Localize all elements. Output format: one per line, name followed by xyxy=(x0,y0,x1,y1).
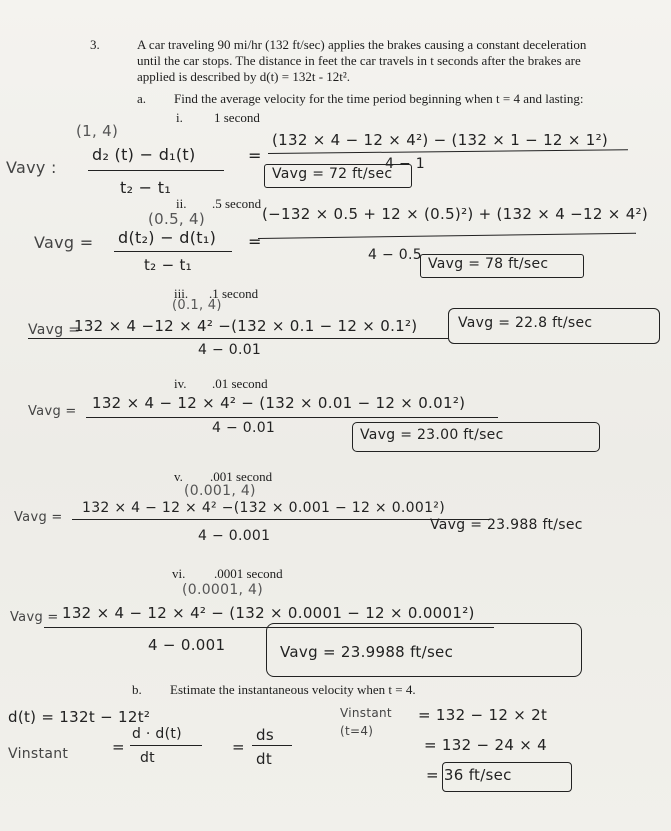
part-a-text: Find the average velocity for the time period beginning when t = 4 and lasting: xyxy=(174,91,584,106)
item-iv-calc-fraction-bar xyxy=(86,417,498,418)
part-b-equals-2: = xyxy=(232,738,245,756)
problem-statement-line-3: applied is described by d(t) = 132t - 12t². xyxy=(137,69,351,84)
item-ii-lhs: Vavg = xyxy=(34,233,94,252)
item-i-point: (1, 4) xyxy=(76,122,119,140)
item-vi-lhs: Vavg = xyxy=(10,610,59,625)
item-iii-calc-numerator: 132 × 4 −12 × 4² −(132 × 0.1 − 12 × 0.1²) xyxy=(74,317,418,335)
part-b-equals-1: = xyxy=(112,738,125,756)
item-ii-calc-fraction-bar xyxy=(258,233,636,239)
problem-statement-line-2: until the car stops. The distance in feet the car travels in t seconds after the brakes are xyxy=(137,53,581,68)
item-vi-result: Vavg = 23.9988 ft/sec xyxy=(280,643,454,661)
item-v-numeral: v. xyxy=(174,469,183,484)
item-v-calc-fraction-bar xyxy=(72,519,490,520)
item-iv-duration: .01 second xyxy=(212,376,268,391)
item-i-formula-numerator: d₂ (t) − d₁(t) xyxy=(92,145,196,164)
part-b-label: b. xyxy=(132,682,142,697)
part-b-derivative-numerator: d · d(t) xyxy=(132,726,182,742)
part-b-derivative-fraction-bar xyxy=(130,745,202,746)
item-i-result: Vavg = 72 ft/sec xyxy=(272,166,393,182)
part-b-derivative-denominator: dt xyxy=(140,750,155,766)
item-i-formula-fraction-bar xyxy=(88,170,224,171)
item-i-formula-denominator: t₂ − t₁ xyxy=(120,178,172,197)
item-ii-point: (0.5, 4) xyxy=(148,210,206,228)
item-i-equals: = xyxy=(248,146,262,165)
item-vi-duration: .0001 second xyxy=(214,566,283,581)
item-vi-calc-denominator: 4 − 0.001 xyxy=(148,636,226,654)
item-iii-calc-denominator: 4 − 0.01 xyxy=(198,342,262,358)
part-b-ds: ds xyxy=(256,726,274,744)
part-b-answer: = 36 ft/sec xyxy=(426,766,512,784)
part-b-ds-dt-fraction-bar xyxy=(252,745,292,746)
item-ii-formula-fraction-bar xyxy=(114,251,232,252)
problem-statement-line-1: A car traveling 90 mi/hr (132 ft/sec) applies the brakes causing a constant deceleration xyxy=(137,37,587,52)
item-iv-result: Vavg = 23.00 ft/sec xyxy=(360,427,504,443)
item-ii-formula-denominator: t₂ − t₁ xyxy=(144,256,192,274)
item-v-calc-denominator: 4 − 0.001 xyxy=(198,528,271,544)
item-iii-point: (0.1, 4) xyxy=(172,298,222,313)
item-v-duration: .001 second xyxy=(210,469,273,484)
item-vi-calc-numerator: 132 × 4 − 12 × 4² − (132 × 0.0001 − 12 × 0.0001²) xyxy=(62,604,475,622)
item-i-duration: 1 second xyxy=(214,110,260,125)
part-b-step-2: = 132 − 24 × 4 xyxy=(424,736,548,754)
problem-number: 3. xyxy=(90,37,100,52)
part-a-label: a. xyxy=(137,91,147,106)
item-iii-duration: .1 second xyxy=(209,286,259,301)
item-i-calc-fraction-bar xyxy=(268,149,628,154)
part-b-dt: dt xyxy=(256,750,273,768)
item-v-lhs: Vavg = xyxy=(14,510,63,525)
item-iv-numeral: iv. xyxy=(174,376,187,391)
item-vi-numeral: vi. xyxy=(172,566,186,581)
item-iii-calc-fraction-bar xyxy=(28,338,448,339)
item-v-result: Vavg = 23.988 ft/sec xyxy=(430,517,583,533)
item-v-calc-numerator: 132 × 4 − 12 × 4² −(132 × 0.001 − 12 × 0.001²) xyxy=(82,500,445,516)
item-ii-equals: = xyxy=(248,232,262,251)
item-iii-lhs: Vavg = xyxy=(28,322,81,338)
item-i-calc-denominator: 4 − 1 xyxy=(385,156,425,172)
item-i-lhs: Vavy : xyxy=(6,158,57,177)
item-ii-formula-numerator: d(t₂) − d(t₁) xyxy=(118,228,217,247)
item-ii-calc-denominator: 4 − 0.5 xyxy=(368,247,422,263)
item-v-point: (0.001, 4) xyxy=(184,483,256,499)
item-ii-calc-numerator: (−132 × 0.5 + 12 × (0.5)²) + (132 × 4 −12 × 4²) xyxy=(262,205,649,223)
item-vi-point: (0.0001, 4) xyxy=(182,582,264,598)
part-b-distance-function: d(t) = 132t − 12t² xyxy=(8,708,151,726)
item-iv-calc-numerator: 132 × 4 − 12 × 4² − (132 × 0.01 − 12 × 0.01²) xyxy=(92,394,466,412)
part-b-vinstant-label: Vinstant xyxy=(340,706,392,720)
item-i-numeral: i. xyxy=(176,110,183,125)
item-iii-result: Vavg = 22.8 ft/sec xyxy=(458,315,593,331)
item-iv-calc-denominator: 4 − 0.01 xyxy=(212,420,276,436)
item-iii-numeral: iii. xyxy=(174,286,189,301)
part-b-vinstant-subscript: (t=4) xyxy=(340,724,374,738)
item-ii-numeral: ii. xyxy=(176,196,187,211)
part-b-step-1: = 132 − 12 × 2t xyxy=(418,706,548,724)
item-iv-lhs: Vavg = xyxy=(28,404,77,419)
part-b-vinstant-lhs: Vinstant xyxy=(8,746,69,762)
item-i-calc-numerator: (132 × 4 − 12 × 4²) − (132 × 1 − 12 × 1²) xyxy=(272,131,609,149)
item-ii-duration: .5 second xyxy=(212,196,262,211)
part-b-text: Estimate the instantaneous velocity when t = 4. xyxy=(170,682,416,697)
item-ii-result: Vavg = 78 ft/sec xyxy=(428,256,549,272)
